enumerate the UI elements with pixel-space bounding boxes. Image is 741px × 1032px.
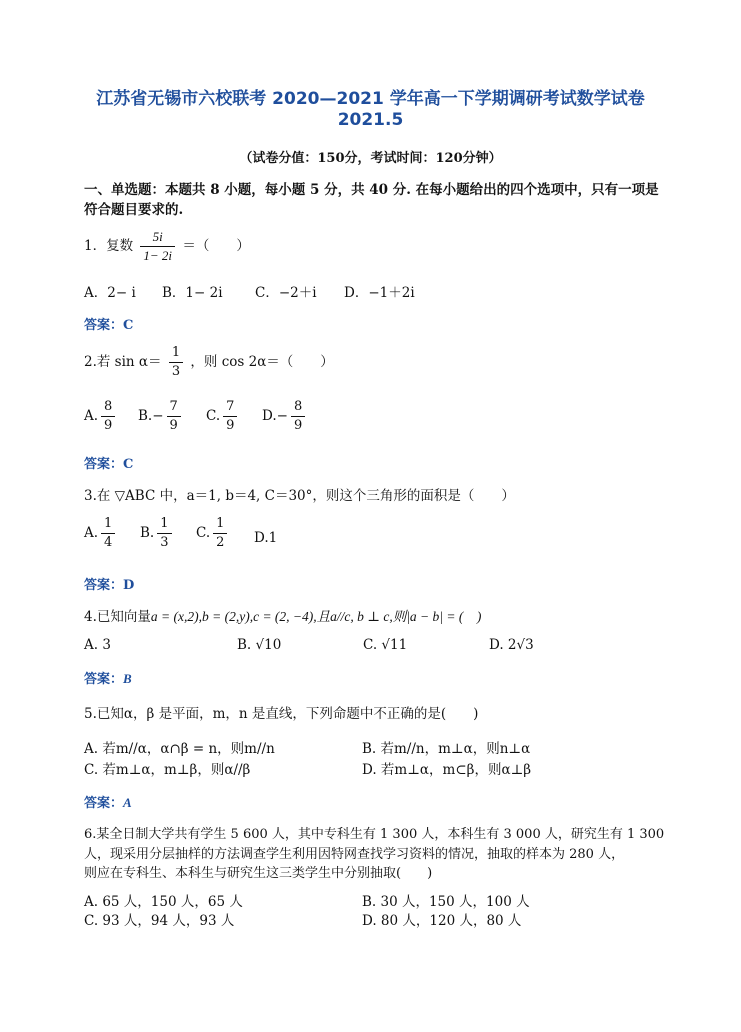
q2-option-b [138, 398, 184, 435]
q2-d-frac [291, 398, 305, 435]
exam-info: （试卷分值：150分，考试时间：120分钟） [239, 151, 502, 166]
q1-option-d: D．−1＋2i [344, 285, 415, 301]
q5-option-d: D. 若m⊥α，m⊂β，则α⊥β [362, 762, 532, 778]
q2-a-num: 8 [101, 398, 115, 417]
q2-prefix: 2.若 sin α＝ [84, 354, 162, 370]
q2-b-sign: − [152, 408, 164, 424]
question-1-stem [84, 228, 250, 265]
q5-option-c: C. 若m⊥α，m⊥β，则α//β [84, 762, 251, 778]
q6-option-c: C. 93 人，94 人，93 人 [84, 913, 235, 929]
q3-b-frac [157, 515, 171, 552]
q4-part5: a//c, b ⊥ c,则|a − b| = ( ) [330, 609, 482, 624]
q1-fraction [140, 228, 175, 265]
q6-option-a: A. 65 人，150 人，65 人 [84, 894, 243, 910]
section-heading: 一、单选题：本题共 8 小题，每小题 5 分，共 40 分. 在每小题给出的四个选项中，只有一项是 [84, 182, 659, 198]
q4-part1: 4.已知向量 [84, 609, 151, 625]
q2-a-frac [101, 398, 115, 435]
q2-d-den: 9 [293, 418, 303, 433]
q1-suffix: ＝（ ） [182, 238, 250, 254]
q6-option-b: B. 30 人，150 人，100 人 [362, 894, 530, 910]
question-6-stem-line1: 6.某全日制大学共有学生 5 600 人，其中专科生有 1 300 人，本科生有 3 000 人，研究生有 1 300 [84, 827, 665, 842]
q2-answer [84, 453, 133, 472]
q3-a-den: 4 [104, 535, 113, 550]
page-title-date: 2021.5 [337, 110, 404, 130]
q2-b-label: B. [138, 408, 153, 424]
q4-answer-value: B [123, 671, 132, 686]
q3-c-num: 1 [213, 515, 227, 534]
q2-frac-num: 1 [169, 344, 183, 363]
q6-option-d: D. 80 人，120 人，80 人 [362, 913, 522, 929]
q2-b-frac [167, 398, 181, 435]
q1-option-a: A．2− i [84, 285, 136, 301]
q5-answer [84, 792, 132, 811]
q1-prefix: 1．复数 [84, 238, 134, 254]
q2-frac-den: 3 [171, 364, 181, 379]
q2-d-label: D. [262, 408, 277, 424]
q1-option-b: B．1− 2i [162, 285, 223, 301]
question-2-stem [84, 344, 334, 381]
q3-b-num: 1 [157, 515, 171, 534]
q3-a-num: 1 [101, 515, 115, 534]
q1-frac-num: 5i [140, 228, 175, 247]
q2-c-num: 7 [223, 398, 237, 417]
q2-suffix: ，则 cos 2α＝（ ） [190, 354, 334, 370]
question-5-stem: 5.已知α，β 是平面，m，n 是直线，下列命题中不正确的是( ) [84, 706, 479, 722]
q4-part4: c = (2, −4),且 [253, 609, 331, 624]
q2-answer-value: C [123, 457, 134, 472]
q1-option-c: C．−2＋i [255, 285, 317, 301]
q2-b-num: 7 [167, 398, 181, 417]
page-title: 江苏省无锡市六校联考 2020—2021 学年高一下学期调研考试数学试卷 [96, 89, 645, 109]
question-4-stem [84, 605, 481, 625]
q2-c-den: 9 [226, 418, 235, 433]
q2-a-label: A. [84, 408, 99, 424]
q4-option-b: B. √10 [237, 637, 282, 653]
q3-c-label: C. [196, 525, 211, 541]
question-3-stem: 3.在 ▽ABC 中，a＝1, b＝4, C＝30°，则这个三角形的面积是（ ） [84, 488, 515, 504]
q1-answer-value: C [123, 318, 134, 333]
q2-option-a [84, 398, 118, 435]
q5-option-a: A. 若m//α，α∩β = n，则m//n [84, 741, 275, 757]
q3-answer-value: D [123, 578, 135, 593]
q3-option-a [84, 515, 118, 552]
q4-answer-label: 答案： [84, 672, 124, 687]
q3-option-d: D.1 [254, 530, 278, 546]
q2-answer-label: 答案： [84, 457, 124, 472]
q2-b-den: 9 [169, 418, 178, 433]
q3-answer [84, 574, 134, 593]
section-heading-cont: 符合题目要求的. [84, 202, 184, 218]
q4-part2: a = (x,2), [150, 609, 202, 624]
question-6-stem-line2: 人，现采用分层抽样的方法调查学生利用因特网查找学习资料的情况，抽取的样本为 280 人， [84, 847, 625, 862]
q4-part3: b = (2,y), [201, 609, 254, 624]
q3-option-c [196, 515, 230, 552]
q3-a-label: A. [84, 525, 99, 541]
q2-d-sign: − [276, 408, 288, 424]
q4-answer [84, 668, 132, 687]
q2-d-num: 8 [291, 398, 305, 417]
q2-option-c [206, 398, 240, 435]
q3-b-den: 3 [160, 535, 169, 550]
q4-option-d: D. 2√3 [489, 637, 534, 653]
q4-option-a: A. 3 [84, 637, 111, 653]
q3-c-den: 2 [216, 535, 225, 550]
q5-answer-label: 答案： [84, 796, 124, 811]
question-6-stem-line3: 则应在专科生、本科生与研究生这三类学生中分别抽取( ) [84, 866, 433, 881]
q2-option-d [262, 398, 308, 435]
q2-c-label: C. [206, 408, 221, 424]
q2-fraction [169, 344, 183, 381]
q3-b-label: B. [140, 525, 155, 541]
q3-c-frac [213, 515, 227, 552]
q5-option-b: B. 若m//n，m⊥α，则n⊥α [362, 741, 531, 757]
q1-answer-label: 答案： [84, 318, 124, 333]
q2-c-frac [223, 398, 237, 435]
q3-a-frac [101, 515, 115, 552]
q3-answer-label: 答案： [84, 578, 124, 593]
q5-answer-value: A [123, 795, 132, 810]
q2-a-den: 9 [104, 418, 113, 433]
q3-option-b [140, 515, 175, 552]
q1-frac-den: 1− 2i [143, 248, 173, 263]
q1-answer [84, 314, 133, 333]
q4-option-c: C. √11 [363, 637, 408, 653]
